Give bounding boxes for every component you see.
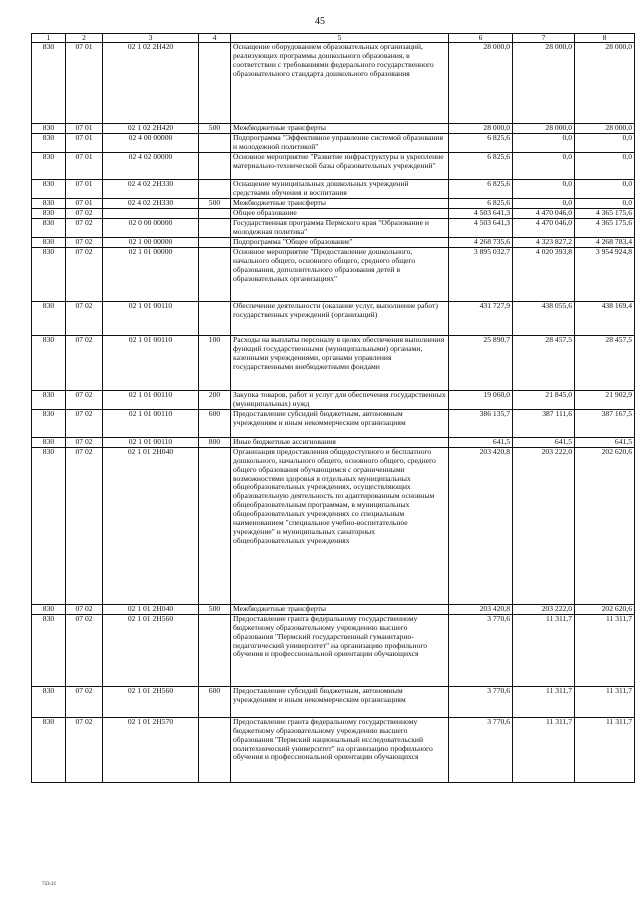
table-row (32, 301, 635, 335)
cell-description: Подпрограмма "Эффективное управление системой образования и молодежной политикой" (231, 134, 449, 153)
cell-amount-year3: 387 167,5 (575, 409, 635, 437)
cell-target-article: 02 1 02 2Н420 (103, 43, 199, 124)
table-row (32, 219, 635, 238)
cell-amount-year1: 431 727,9 (449, 301, 513, 335)
column-header: 4 (199, 34, 231, 43)
cell-kvsr: 830 (32, 614, 66, 686)
cell-target-article: 02 1 01 00110 (103, 301, 199, 335)
cell-expense-type (199, 614, 231, 686)
cell-section: 07 01 (66, 134, 103, 153)
cell-amount-year2: 4 020 393,8 (513, 247, 575, 301)
column-header: 2 (66, 34, 103, 43)
cell-amount-year1: 28 000,0 (449, 43, 513, 124)
table-row (32, 686, 635, 717)
cell-amount-year3: 0,0 (575, 180, 635, 199)
cell-amount-year2: 0,0 (513, 153, 575, 180)
cell-expense-type (199, 219, 231, 238)
cell-amount-year3: 438 169,4 (575, 301, 635, 335)
table-row (32, 134, 635, 153)
cell-kvsr: 830 (32, 134, 66, 153)
cell-target-article: 02 4 02 2Н330 (103, 180, 199, 199)
cell-kvsr: 830 (32, 219, 66, 238)
column-header: 5 (231, 34, 449, 43)
cell-expense-type: 800 (199, 437, 231, 447)
cell-section: 07 01 (66, 43, 103, 124)
table-row (32, 209, 635, 219)
cell-target-article: 02 0 00 00000 (103, 219, 199, 238)
cell-amount-year2: 4 323 827,2 (513, 237, 575, 247)
cell-target-article: 02 1 00 00000 (103, 237, 199, 247)
cell-amount-year3: 11 311,7 (575, 717, 635, 782)
table-row (32, 124, 635, 134)
cell-expense-type: 500 (199, 199, 231, 209)
cell-amount-year2: 203 222,0 (513, 604, 575, 614)
cell-expense-type (199, 301, 231, 335)
cell-amount-year1: 6 825,6 (449, 134, 513, 153)
cell-kvsr: 830 (32, 153, 66, 180)
cell-amount-year3: 3 954 924,8 (575, 247, 635, 301)
cell-description: Расходы на выплаты персоналу в целях обеспечения выполнения функций государственными (муниципальными) органами, казенными учреждениями, органами управления государственными внебюджетными фондами (231, 335, 449, 390)
table-row (32, 153, 635, 180)
cell-description: Иные бюджетные ассигнования (231, 437, 449, 447)
cell-kvsr: 830 (32, 247, 66, 301)
cell-amount-year1: 6 825,6 (449, 199, 513, 209)
cell-target-article: 02 1 01 2Н040 (103, 604, 199, 614)
cell-kvsr: 830 (32, 686, 66, 717)
cell-amount-year2: 11 311,7 (513, 614, 575, 686)
cell-amount-year1: 386 135,7 (449, 409, 513, 437)
cell-amount-year2: 28 457,5 (513, 335, 575, 390)
cell-amount-year1: 28 000,0 (449, 124, 513, 134)
cell-description: Межбюджетные трансферты (231, 604, 449, 614)
column-header: 1 (32, 34, 66, 43)
cell-amount-year2: 0,0 (513, 180, 575, 199)
cell-section: 07 02 (66, 335, 103, 390)
cell-target-article: 02 1 01 00110 (103, 335, 199, 390)
cell-target-article: 02 1 01 2Н040 (103, 447, 199, 604)
cell-description: Организация предоставления общедоступного и бесплатного дошкольного, начального общего, основного общего, среднего общего образования обучающимся с ограниченными возможностями здоровья в отдельных муниципальных общеобразовательных учреждениях, осуществляющих образовательную деятельность по адаптированным основным общеобразовательным программам, в муниципальных общеобразовательных учреждениях со специальным наименованием "специальное учебно-воспитательное учреждение" и муниципальных санаторных общеобразовательных учреждениях (231, 447, 449, 604)
cell-section: 07 02 (66, 237, 103, 247)
cell-expense-type (199, 237, 231, 247)
cell-kvsr: 830 (32, 199, 66, 209)
cell-section: 07 02 (66, 247, 103, 301)
cell-amount-year3: 11 311,7 (575, 614, 635, 686)
cell-amount-year1: 3 770,6 (449, 686, 513, 717)
cell-amount-year2: 641,5 (513, 437, 575, 447)
cell-amount-year2: 438 055,6 (513, 301, 575, 335)
cell-amount-year2: 0,0 (513, 134, 575, 153)
cell-amount-year3: 4 365 175,6 (575, 209, 635, 219)
table-row (32, 447, 635, 604)
cell-target-article: 02 1 01 00110 (103, 390, 199, 409)
cell-kvsr: 830 (32, 301, 66, 335)
cell-description: Предоставление субсидий бюджетным, автономным учреждениям и иным некоммерческим организациям (231, 686, 449, 717)
cell-kvsr: 830 (32, 717, 66, 782)
cell-amount-year1: 6 825,6 (449, 153, 513, 180)
cell-section: 07 02 (66, 717, 103, 782)
cell-target-article: 02 1 02 2Н420 (103, 124, 199, 134)
cell-description: Предоставление гранта федеральному государственному бюджетному образовательному учреждению высшего образования "Пермский государственный гуманитарно-педагогический университет" на организацию профильного обучения и профессиональной ориентации обучающихся (231, 614, 449, 686)
cell-section: 07 02 (66, 219, 103, 238)
cell-target-article: 02 1 01 2Н570 (103, 717, 199, 782)
cell-amount-year2: 21 845,0 (513, 390, 575, 409)
table-row (32, 247, 635, 301)
cell-expense-type (199, 180, 231, 199)
page-number: 45 (315, 16, 325, 27)
cell-section: 07 01 (66, 199, 103, 209)
cell-description: Предоставление гранта федеральному государственному бюджетному образовательному учреждению высшего образования "Пермский национальный исследовательский политехнический университет" на организацию профильного обучения и профессиональной ориентации обучающихся (231, 717, 449, 782)
cell-expense-type: 200 (199, 390, 231, 409)
cell-amount-year1: 4 268 735,6 (449, 237, 513, 247)
cell-amount-year3: 28 000,0 (575, 43, 635, 124)
table-row (32, 237, 635, 247)
cell-description: Закупка товаров, работ и услуг для обеспечения государственных (муниципальных) нужд (231, 390, 449, 409)
cell-amount-year1: 6 825,6 (449, 180, 513, 199)
column-header: 8 (575, 34, 635, 43)
cell-amount-year1: 3 895 032,7 (449, 247, 513, 301)
cell-amount-year2: 4 470 046,0 (513, 209, 575, 219)
cell-description: Основное мероприятие "Развитие инфраструктуры и укрепление материально-технической базы образовательных учреждений" (231, 153, 449, 180)
cell-expense-type: 100 (199, 335, 231, 390)
cell-kvsr: 830 (32, 335, 66, 390)
cell-target-article: 02 4 02 00000 (103, 153, 199, 180)
table-row (32, 437, 635, 447)
cell-kvsr: 830 (32, 180, 66, 199)
cell-description: Подпрограмма "Общее образование" (231, 237, 449, 247)
table-row (32, 43, 635, 124)
cell-section: 07 02 (66, 390, 103, 409)
budget-table (31, 33, 635, 783)
cell-amount-year3: 0,0 (575, 199, 635, 209)
cell-section: 07 02 (66, 686, 103, 717)
cell-amount-year2: 203 222,0 (513, 447, 575, 604)
table-row (32, 180, 635, 199)
cell-amount-year3: 21 902,9 (575, 390, 635, 409)
cell-kvsr: 830 (32, 43, 66, 124)
table-row (32, 390, 635, 409)
cell-section: 07 01 (66, 124, 103, 134)
cell-expense-type: 600 (199, 409, 231, 437)
cell-amount-year3: 202 620,6 (575, 447, 635, 604)
cell-amount-year1: 19 060,0 (449, 390, 513, 409)
cell-kvsr: 830 (32, 237, 66, 247)
cell-amount-year3: 28 000,0 (575, 124, 635, 134)
cell-amount-year3: 0,0 (575, 153, 635, 180)
cell-target-article: 02 1 01 00110 (103, 409, 199, 437)
cell-section: 07 02 (66, 614, 103, 686)
cell-kvsr: 830 (32, 409, 66, 437)
column-header: 6 (449, 34, 513, 43)
cell-description: Обеспечение деятельности (оказание услуг, выполнение работ) государственных учреждений (организаций) (231, 301, 449, 335)
cell-section: 07 01 (66, 180, 103, 199)
cell-amount-year1: 25 890,7 (449, 335, 513, 390)
cell-section: 07 02 (66, 437, 103, 447)
cell-amount-year3: 641,5 (575, 437, 635, 447)
footer-code: 723-21 (42, 882, 57, 887)
cell-amount-year1: 203 420,8 (449, 447, 513, 604)
cell-kvsr: 830 (32, 209, 66, 219)
cell-amount-year1: 203 420,8 (449, 604, 513, 614)
cell-amount-year2: 28 000,0 (513, 124, 575, 134)
cell-amount-year2: 4 470 046,0 (513, 219, 575, 238)
table-row (32, 717, 635, 782)
cell-expense-type (199, 717, 231, 782)
cell-amount-year2: 387 111,6 (513, 409, 575, 437)
cell-amount-year2: 0,0 (513, 199, 575, 209)
cell-description: Предоставление субсидий бюджетным, автономным учреждениям и иным некоммерческим организациям (231, 409, 449, 437)
cell-expense-type (199, 447, 231, 604)
cell-amount-year1: 4 503 641,3 (449, 219, 513, 238)
cell-description: Оснащение муниципальных дошкольных учреждений средствами обучения и воспитания (231, 180, 449, 199)
cell-amount-year3: 202 620,6 (575, 604, 635, 614)
cell-target-article: 02 1 01 00110 (103, 437, 199, 447)
column-header: 3 (103, 34, 199, 43)
cell-target-article (103, 209, 199, 219)
cell-target-article: 02 1 01 2Н560 (103, 686, 199, 717)
cell-expense-type: 600 (199, 686, 231, 717)
cell-amount-year3: 4 365 175,6 (575, 219, 635, 238)
cell-amount-year3: 11 311,7 (575, 686, 635, 717)
cell-kvsr: 830 (32, 390, 66, 409)
cell-expense-type (199, 209, 231, 219)
cell-amount-year1: 4 503 641,3 (449, 209, 513, 219)
cell-description: Межбюджетные трансферты (231, 199, 449, 209)
cell-description: Основное мероприятие "Предоставление дошкольного, начального общего, основного общего, среднего общего образования, дополнительного образования детей в образовательных организациях" (231, 247, 449, 301)
cell-description: Общее образование (231, 209, 449, 219)
table-row (32, 614, 635, 686)
cell-amount-year2: 11 311,7 (513, 686, 575, 717)
cell-description: Оснащение оборудованием образовательных организаций, реализующих программы дошкольного образования, в соответствии с требованиями федерального государственного образовательного стандарта дошкольного образования (231, 43, 449, 124)
cell-amount-year1: 3 770,6 (449, 717, 513, 782)
table-row (32, 335, 635, 390)
cell-expense-type (199, 134, 231, 153)
cell-kvsr: 830 (32, 124, 66, 134)
cell-description: Межбюджетные трансферты (231, 124, 449, 134)
cell-amount-year3: 0,0 (575, 134, 635, 153)
cell-amount-year3: 28 457,5 (575, 335, 635, 390)
cell-section: 07 02 (66, 604, 103, 614)
cell-description: Государственная программа Пермского края "Образование и молодежная политика" (231, 219, 449, 238)
table-row (32, 409, 635, 437)
cell-section: 07 02 (66, 209, 103, 219)
cell-amount-year3: 4 268 783,4 (575, 237, 635, 247)
cell-amount-year1: 641,5 (449, 437, 513, 447)
cell-target-article: 02 4 02 2Н330 (103, 199, 199, 209)
cell-amount-year1: 3 770,6 (449, 614, 513, 686)
cell-target-article: 02 1 01 2Н560 (103, 614, 199, 686)
cell-expense-type: 500 (199, 124, 231, 134)
cell-expense-type: 500 (199, 604, 231, 614)
cell-section: 07 02 (66, 301, 103, 335)
cell-target-article: 02 4 00 00000 (103, 134, 199, 153)
cell-kvsr: 830 (32, 447, 66, 604)
cell-section: 07 02 (66, 409, 103, 437)
column-header: 7 (513, 34, 575, 43)
cell-amount-year2: 28 000,0 (513, 43, 575, 124)
cell-section: 07 01 (66, 153, 103, 180)
cell-amount-year2: 11 311,7 (513, 717, 575, 782)
cell-expense-type (199, 247, 231, 301)
cell-expense-type (199, 43, 231, 124)
table-row (32, 604, 635, 614)
cell-section: 07 02 (66, 447, 103, 604)
table-row (32, 199, 635, 209)
cell-kvsr: 830 (32, 437, 66, 447)
cell-expense-type (199, 153, 231, 180)
cell-kvsr: 830 (32, 604, 66, 614)
cell-target-article: 02 1 01 00000 (103, 247, 199, 301)
